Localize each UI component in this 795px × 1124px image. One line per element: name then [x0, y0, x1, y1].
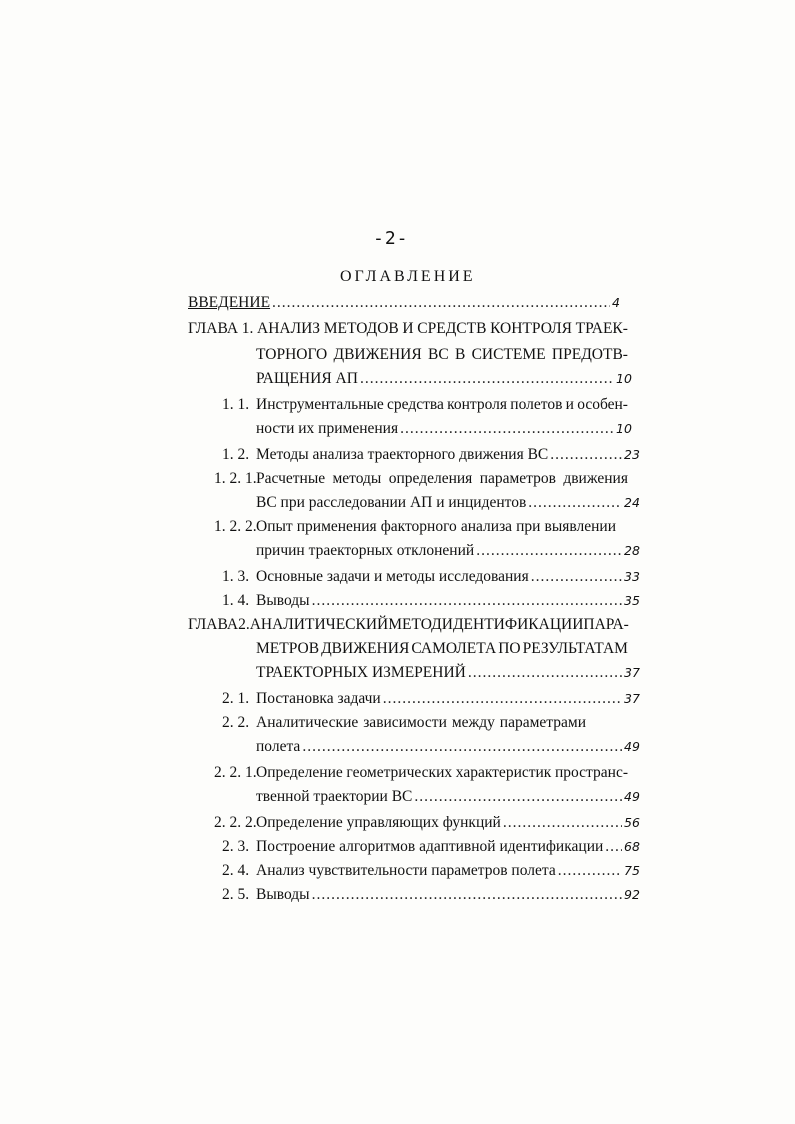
- section-number: 1. 2. 2.: [214, 518, 257, 535]
- word: определения: [388, 470, 473, 487]
- word: ДВИЖЕНИЯ: [333, 346, 422, 363]
- justified-line: [256, 396, 628, 414]
- word: между: [451, 714, 495, 731]
- toc-entry-text: ВС при расследовании АП и инцидентов: [256, 494, 527, 511]
- leader-dots: [503, 814, 622, 832]
- toc-entry-text: причин траекторных отклонений: [256, 542, 475, 559]
- leader-dots: [476, 542, 622, 560]
- word: зависимости: [363, 714, 447, 731]
- word: выявлении: [544, 518, 616, 535]
- word: параметрами: [499, 714, 586, 731]
- toc-entry-text: Выводы: [256, 592, 310, 609]
- toc-page-number: 49: [624, 739, 640, 754]
- word: методы: [332, 470, 382, 487]
- toc-entry-text: Анализ чувствительности параметров полета: [256, 862, 556, 879]
- section-number: 1. 3.: [222, 568, 250, 585]
- toc-section-1-1-line-1: [222, 396, 628, 418]
- toc-section-2-2-line-2: [256, 738, 640, 760]
- word: АНАЛИЗ: [257, 320, 321, 337]
- word: СИСТЕМЕ: [471, 346, 546, 363]
- toc-section-2-1: [222, 690, 640, 712]
- justified-line: [256, 764, 628, 782]
- leader-dots: [550, 446, 622, 464]
- toc-entry-text: РАЩЕНИЯ АП: [256, 370, 358, 387]
- toc-chapter-2-line-2: [256, 640, 628, 658]
- toc-section-1-4: [222, 592, 640, 614]
- toc-section-2-3: [222, 838, 640, 860]
- toc-section-2-4: [222, 862, 640, 884]
- toc-entry-intro: [188, 294, 628, 316]
- toc-page-number: 28: [624, 543, 640, 558]
- toc-entry-text: ТРАЕКТОРНЫХ ИЗМЕРЕНИЙ: [256, 664, 466, 681]
- word: факторного: [380, 518, 457, 535]
- section-number: 2. 1.: [222, 690, 250, 707]
- toc-entry-text: твенной траектории ВС: [256, 788, 413, 805]
- page-number: -2-: [373, 228, 409, 249]
- section-number: 1. 2.: [222, 446, 250, 463]
- word: ТРАЕК-: [575, 320, 628, 337]
- toc-entry-text: Постановка задачи: [256, 690, 381, 707]
- toc-page-number: 33: [624, 569, 640, 584]
- leader-dots: [468, 664, 622, 682]
- toc-page-number: 49: [624, 789, 640, 804]
- leader-dots: [605, 838, 622, 856]
- word: РЕЗУЛЬТАТАМ: [522, 640, 628, 657]
- word: 2.: [238, 616, 250, 633]
- toc-page-number: 56: [624, 815, 640, 830]
- word: ГЛАВА: [188, 616, 239, 633]
- word: особен-: [577, 396, 628, 413]
- toc-entry-text: Построение алгоритмов адаптивной идентификации: [256, 838, 604, 855]
- leader-dots: [531, 568, 622, 586]
- leader-dots: [312, 886, 622, 904]
- word: ПРЕДОТВ-: [551, 346, 628, 363]
- word: МЕТОД: [388, 616, 442, 633]
- toc-chapter-2-line-3: [256, 664, 640, 686]
- leader-dots: [272, 294, 610, 312]
- toc-chapter-2-line-1: [188, 616, 628, 634]
- word: геометрических: [346, 764, 453, 781]
- toc-section-1-1-line-2: [256, 420, 632, 442]
- word: ГЛАВА: [188, 320, 239, 337]
- word: МЕТОДОВ: [323, 320, 399, 337]
- toc-section-1-2: [222, 446, 640, 468]
- word: средства: [387, 396, 444, 413]
- toc-section-1-2-1-line-1: [214, 470, 628, 492]
- word: анализа: [460, 518, 513, 535]
- word: В: [454, 346, 466, 363]
- word: СРЕДСТВ: [417, 320, 487, 337]
- word: ПАРА-: [583, 616, 629, 633]
- toc-page-number: 10: [616, 421, 632, 436]
- justified-line: [256, 470, 628, 488]
- word: параметров: [479, 470, 556, 487]
- word: САМОЛЕТА: [411, 640, 497, 657]
- toc-page-number: 68: [624, 839, 640, 854]
- toc-section-1-2-2-line-2: [256, 542, 640, 564]
- justified-line: [256, 518, 616, 536]
- toc-entry-text: Методы анализа траекторного движения ВС: [256, 446, 549, 463]
- word: полетов: [510, 396, 563, 413]
- word: АНАЛИТИЧЕСКИЙ: [249, 616, 389, 633]
- word: ИДЕНТИФИКАЦИИ: [441, 616, 584, 633]
- toc-entry-text: Выводы: [256, 886, 310, 903]
- toc-chapter-1-line-2: [256, 346, 628, 364]
- toc-page-number: 92: [624, 887, 640, 902]
- word: и: [565, 396, 574, 413]
- toc-page-number: 10: [616, 371, 632, 386]
- leader-dots: [558, 862, 622, 880]
- word: ПО: [498, 640, 521, 657]
- leader-dots: [383, 690, 622, 708]
- word: Инструментальные: [256, 396, 384, 413]
- toc-chapter-1-line-1: [188, 320, 628, 338]
- leader-dots: [528, 494, 622, 512]
- word: И: [402, 320, 414, 337]
- toc-section-1-3: [222, 568, 640, 590]
- word: Определение: [256, 764, 343, 781]
- section-number: 2. 4.: [222, 862, 250, 879]
- section-number: 1. 1.: [222, 396, 250, 413]
- leader-dots: [400, 420, 614, 438]
- word: характеристик: [455, 764, 552, 781]
- toc-entry-text: полета: [256, 738, 301, 755]
- section-number: 2. 2.: [222, 714, 250, 731]
- toc-page-number: 23: [624, 447, 640, 462]
- toc-heading: ОГЛАВЛЕНИЕ: [340, 268, 476, 285]
- toc-section-2-2-1-line-1: [214, 764, 628, 786]
- toc-page-number: 4: [612, 295, 620, 310]
- word: ДВИЖЕНИЯ: [321, 640, 410, 657]
- justified-line: [256, 714, 586, 732]
- word: Аналитические: [256, 714, 359, 731]
- leader-dots: [302, 738, 622, 756]
- toc-page-number: 75: [624, 863, 640, 878]
- section-number: 2. 2. 2.: [214, 814, 257, 831]
- toc-chapter-1-line-3: [256, 370, 632, 392]
- toc-section-2-2-1-line-2: [256, 788, 640, 810]
- leader-dots: [360, 370, 614, 388]
- toc-section-1-2-2-line-1: [214, 518, 628, 540]
- toc-section-1-2-1-line-2: [256, 494, 640, 516]
- word: пространс-: [555, 764, 628, 781]
- word: контроля: [447, 396, 508, 413]
- toc-section-2-5: [222, 886, 640, 908]
- word: Расчетные: [256, 470, 326, 487]
- leader-dots: [312, 592, 622, 610]
- toc-page-number: 24: [624, 495, 640, 510]
- word: 1.: [241, 320, 254, 337]
- section-number: 2. 3.: [222, 838, 250, 855]
- section-number: 2. 2. 1.: [214, 764, 257, 781]
- leader-dots: [414, 788, 622, 806]
- word: ВС: [427, 346, 449, 363]
- toc-entry-text: ности их применения: [256, 420, 399, 437]
- toc-page-number: 35: [624, 593, 640, 608]
- word: при: [516, 518, 541, 535]
- toc-section-2-2-line-1: [222, 714, 600, 736]
- word: МЕТРОВ: [256, 640, 320, 657]
- toc-entry-text: Определение управляющих функций: [256, 814, 501, 831]
- word: применения: [296, 518, 377, 535]
- word: движения: [563, 470, 628, 487]
- word: ТОРНОГО: [256, 346, 328, 363]
- toc-entry-text: Основные задачи и методы исследования: [256, 568, 529, 585]
- section-number: 1. 2. 1.: [214, 470, 257, 487]
- toc-entry-text: ВВЕДЕНИЕ: [188, 294, 271, 311]
- section-number: 2. 5.: [222, 886, 250, 903]
- section-number: 1. 4.: [222, 592, 250, 609]
- toc-section-2-2-2: [214, 814, 640, 836]
- toc-page-number: 37: [624, 665, 640, 680]
- word: КОНТРОЛЯ: [490, 320, 572, 337]
- toc-page-number: 37: [624, 691, 640, 706]
- word: Опыт: [256, 518, 293, 535]
